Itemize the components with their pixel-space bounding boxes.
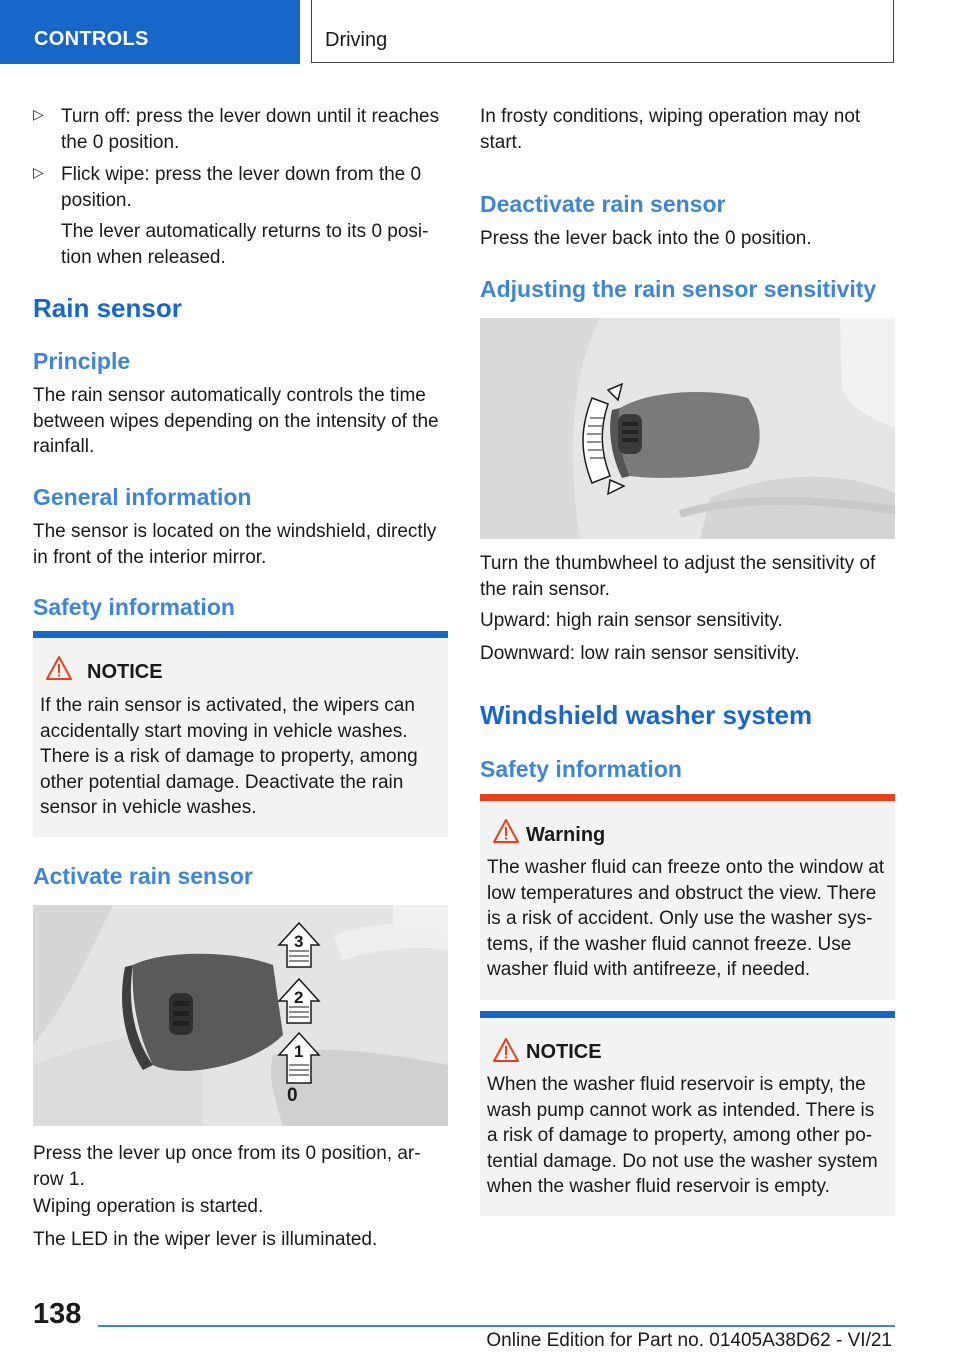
subheading-activate-rain-sensor: Activate rain sensor xyxy=(33,863,253,889)
principle-paragraph: The rain sensor automatically controls the time between wipes depending on the intensity of the rainfall. xyxy=(33,385,439,457)
adjust-paragraph-1: Turn the thumbwheel to adjust the sensitivity of the rain sensor. xyxy=(480,553,876,600)
activate-paragraph-3: The LED in the wiper lever is illuminated. xyxy=(33,1229,378,1250)
warning-text: The washer fluid can freeze onto the window at low temperatures and obstruct the view. There is a risk of accident. Only use the washer sys-tems, if the washer fluid cannot freeze. Use washer fluid with antifreeze, if needed. xyxy=(487,857,885,980)
bullet-marker-icon: ▷ xyxy=(33,164,44,180)
warning-triangle-icon xyxy=(45,655,73,681)
warning-triangle-icon xyxy=(492,1037,520,1063)
bullet-marker-icon: ▷ xyxy=(33,106,44,122)
subheading-principle: Principle xyxy=(33,348,131,374)
deactivate-paragraph: Press the lever back into the 0 position. xyxy=(480,228,812,249)
adjust-paragraph-2: Upward: high rain sensor sensitivity. xyxy=(480,610,783,631)
warning-box xyxy=(480,794,895,1000)
activate-paragraph-1: Press the lever up once from its 0 position, ar-row 1. xyxy=(33,1143,421,1190)
list-item-text: Flick wipe: press the lever down from the 0 position. xyxy=(61,164,422,211)
subheading-safety-information: Safety information xyxy=(33,594,235,620)
subheading-adjusting-sensitivity: Adjusting the rain sensor sensitivity xyxy=(480,276,877,302)
notice-text: When the washer fluid reservoir is empty, the wash pump cannot work as intended. There is a risk of damage to property, among other po-tential damage. Do not use the washer system when the washer fluid reservoir is empty. xyxy=(487,1074,878,1197)
notice-title: NOTICE xyxy=(87,661,163,683)
figure-label-zero: 0 xyxy=(287,1085,298,1106)
page-number: 138 xyxy=(33,1298,82,1330)
subheading-deactivate-rain-sensor: Deactivate rain sensor xyxy=(480,191,726,217)
general-paragraph: The sensor is located on the windshield, directly in front of the interior mirror. xyxy=(33,521,437,568)
figure-label-arrow-1: 1 xyxy=(294,1042,304,1061)
frosty-paragraph: In frosty conditions, wiping operation may not start. xyxy=(480,106,861,153)
section-title: CONTROLS xyxy=(34,28,149,50)
notice-text: If the rain sensor is activated, the wipers can accidentally start moving in vehicle washes. There is a risk of damage to property, among other potential damage. Deactivate the rain sensor in vehicle washes. xyxy=(40,695,418,818)
notice-box xyxy=(33,631,448,837)
section-heading-rain-sensor: Rain sensor xyxy=(33,293,182,323)
wiper-lever-illustration xyxy=(33,905,448,1126)
subheading-general-information: General information xyxy=(33,484,252,510)
notice-accent-bar xyxy=(480,1011,895,1018)
activate-paragraph-2: Wiping operation is started. xyxy=(33,1196,264,1217)
notice-box xyxy=(480,1011,895,1216)
footer-divider xyxy=(98,1325,895,1327)
chapter-frame xyxy=(311,0,894,63)
figure-label-arrow-2: 2 xyxy=(294,988,304,1007)
section-heading-windshield-washer: Windshield washer system xyxy=(480,700,813,730)
list-item xyxy=(33,104,448,155)
chapter-title: Driving xyxy=(325,29,388,51)
list-item xyxy=(33,162,448,213)
thumbwheel-figure xyxy=(480,318,895,539)
notice-accent-bar xyxy=(33,631,448,638)
thumbwheel-illustration xyxy=(480,318,895,539)
warning-triangle-icon xyxy=(492,818,520,844)
figure-label-arrow-3: 3 xyxy=(294,932,304,951)
adjust-paragraph-3: Downward: low rain sensor sensitivity. xyxy=(480,643,800,664)
subheading-washer-safety: Safety information xyxy=(480,756,682,782)
warning-title: Warning xyxy=(526,824,606,846)
list-item-text: Turn off: press the lever down until it reaches the 0 position. xyxy=(61,106,440,153)
wiper-lever-figure xyxy=(33,905,448,1126)
list-item-note: The lever automatically returns to its 0 posi-tion when released. xyxy=(61,221,429,268)
notice-title: NOTICE xyxy=(526,1041,602,1063)
warning-accent-bar xyxy=(480,794,895,801)
edition-text: Online Edition for Part no. 01405A38D62 - VI/21 xyxy=(486,1330,892,1351)
